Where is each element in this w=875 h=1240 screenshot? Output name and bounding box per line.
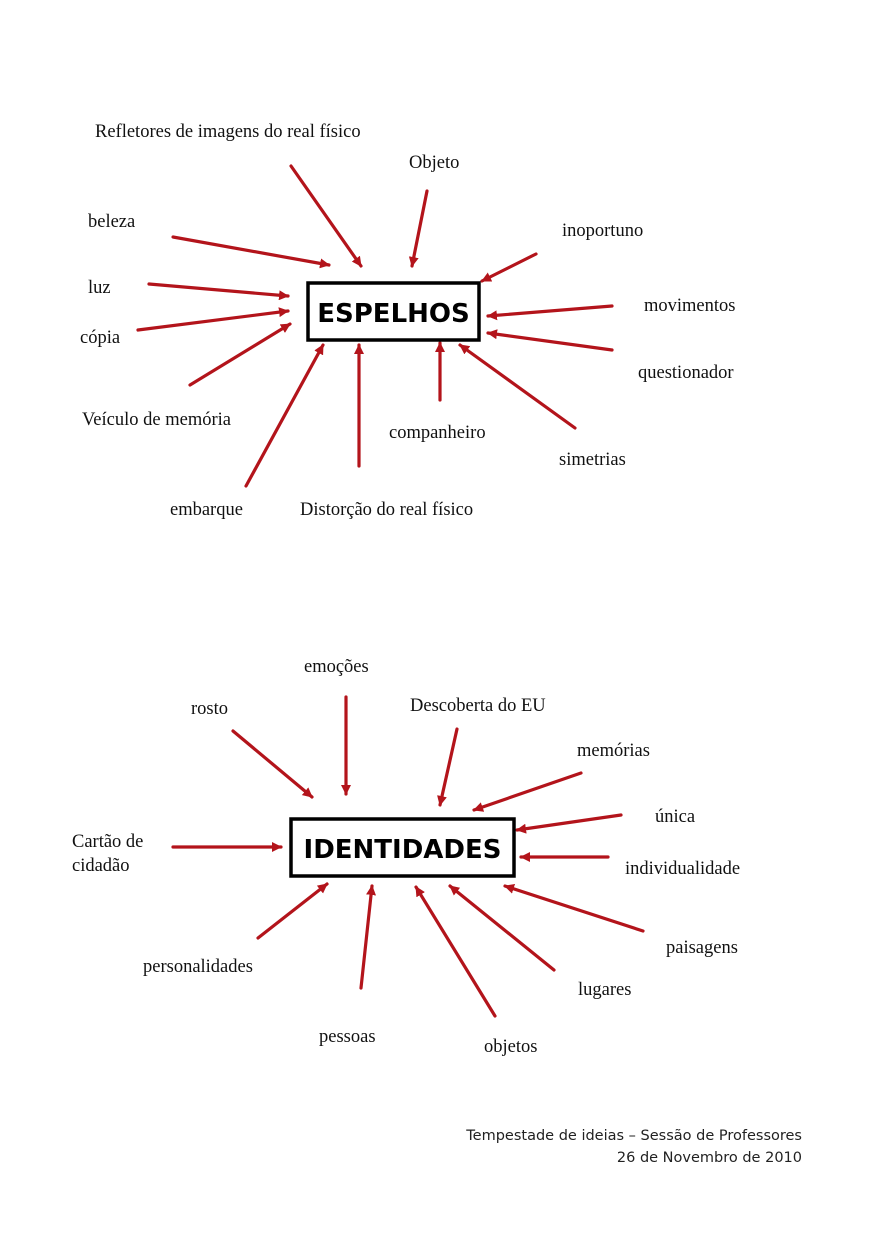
arrow-beleza [173,237,329,265]
espelhos-title: ESPELHOS [317,299,470,329]
term-pessoas: pessoas [319,1027,376,1047]
arrow-descoberta [440,729,457,805]
footer-line2: 26 de Novembro de 2010 [616,1150,802,1166]
footer [465,1128,802,1166]
term-movimentos: movimentos [644,296,736,316]
term-personalidades: personalidades [143,957,253,977]
term-veiculo: Veículo de memória [82,410,231,430]
term-distorcao: Distorção do real físico [300,500,474,520]
term-inoportuno: inoportuno [562,221,644,241]
arrow-movimentos [488,306,612,316]
term-beleza: beleza [88,212,136,232]
term-rosto: rosto [191,699,228,719]
arrow-embarque [246,345,323,486]
term-copia: cópia [80,328,121,348]
term-objetos: objetos [484,1037,538,1057]
term-individualidade: individualidade [625,859,741,879]
arrow-questionador [488,333,612,350]
term-unica: única [655,807,696,827]
identidades-title: IDENTIDADES [303,835,502,865]
arrow-personalidades [258,884,327,938]
term-descoberta: Descoberta do EU [410,696,546,716]
arrow-simetrias [460,345,575,428]
term-simetrias: simetrias [559,450,626,470]
arrow-luz [149,284,288,296]
arrow-objeto [412,191,427,266]
term-questionador: questionador [638,363,734,383]
term-refletores: Refletores de imagens do real físico [95,122,361,142]
term-embarque: embarque [170,500,243,520]
arrow-lugares [450,886,554,970]
term-cartao-line2: cidadão [72,856,130,876]
term-cartao-line1: Cartão de [72,832,144,852]
term-memorias: memórias [577,741,650,761]
term-objeto: Objeto [409,153,460,173]
term-luz: luz [88,278,111,298]
espelhos-node [308,283,479,340]
term-lugares: lugares [578,980,632,1000]
term-companheiro: companheiro [389,423,486,443]
footer-line1: Tempestade de ideias – Sessão de Professores [466,1128,802,1144]
arrow-memorias [474,773,581,810]
arrow-pessoas [361,886,372,988]
arrow-paisagens [505,886,643,931]
identidades-node [291,819,514,876]
term-paisagens: paisagens [666,938,738,958]
arrow-refletores [291,166,361,266]
arrow-objetos [416,887,495,1016]
arrow-veiculo [190,324,290,385]
term-emocoes: emoções [304,657,369,677]
arrow-copia [138,311,288,330]
arrow-unica [517,815,621,830]
arrow-inoportuno [482,254,536,281]
arrow-rosto [233,731,312,797]
